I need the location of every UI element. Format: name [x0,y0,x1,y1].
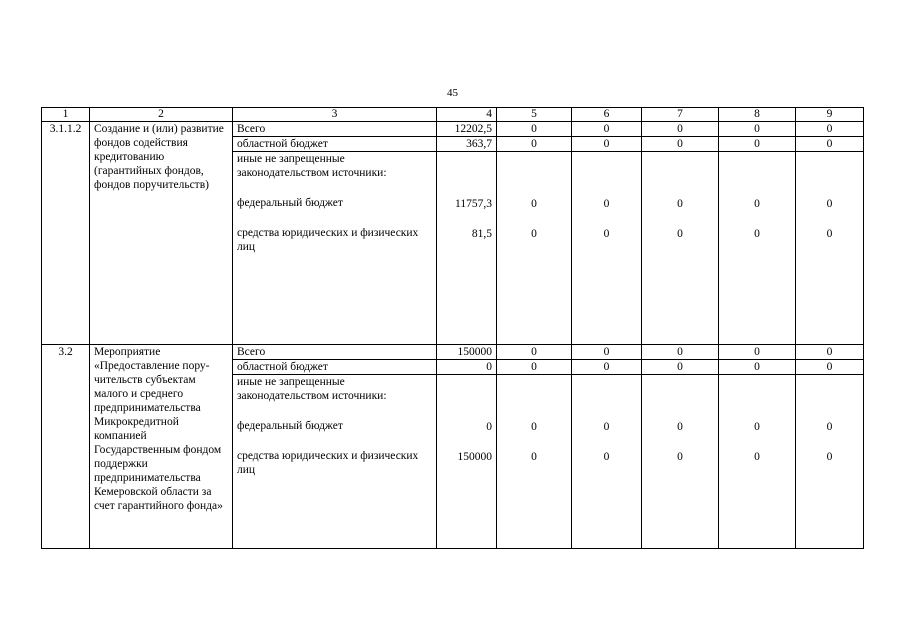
value-cell: 0 [719,137,796,152]
source-label: федеральный бюджет [237,197,343,209]
value-cell: 0 0 [796,375,864,549]
value-cell: 0 [497,345,572,360]
value-cell: 0 [642,137,719,152]
value-cell: 0 [642,122,719,137]
value-cell: 11757,3 81,5 [437,152,497,345]
page-number: 45 [447,87,458,99]
value-cell: 0 0 [497,152,572,345]
value-cell: 0 0 [796,152,864,345]
value-cell: 0 [796,122,864,137]
header-cell: 9 [796,108,864,122]
row-name: Мероприятие «Предоставление пору-чительств субъектам малого и среднего предпринимательства Микрокредитной компанией Государственным фондом поддержки предпринимательства Кемеровской области за счет гарантийного фонда» [90,345,233,549]
header-cell: 8 [719,108,796,122]
row-name: Создание и (или) развитие фондов содействия кредитованию (гарантийных фондов, фондов поручительств) [90,122,233,345]
other-sources-label: иные не запрещенные законодательством источники: [237,153,387,179]
header-cell: 5 [497,108,572,122]
source-cell [233,152,437,345]
value-cell: 12202,5 [437,122,497,137]
other-sources-label: иные не запрещенные законодательством источники: [237,376,387,402]
header-cell: 4 [437,108,497,122]
value-cell: 0 0 [572,375,642,549]
value-cell: 0 [642,360,719,375]
table-row [42,345,864,360]
value-cell: 0 0 [497,375,572,549]
value-cell: 0 0 [719,375,796,549]
source-label: федеральный бюджет [237,420,343,432]
source-label: областной бюджет [233,360,437,375]
source-cell [233,375,437,549]
source-label: областной бюджет [233,137,437,152]
value-cell: 0 [572,360,642,375]
value-cell: 363,7 [437,137,497,152]
header-cell: 6 [572,108,642,122]
value-cell: 0 0 [642,375,719,549]
header-cell: 2 [90,108,233,122]
value-cell: 150000 [437,345,497,360]
source-label: средства юридических и физических лиц [237,227,419,253]
budget-table [41,107,864,549]
value-cell: 0 [497,137,572,152]
value-cell: 0 [642,345,719,360]
header-cell: 3 [233,108,437,122]
row-code: 3.1.1.2 [42,122,90,345]
value-cell: 0 [437,360,497,375]
value-cell: 0 [572,122,642,137]
value-cell: 0 [497,360,572,375]
source-label: Всего [233,122,437,137]
value-cell: 0 150000 [437,375,497,549]
value-cell: 0 0 [572,152,642,345]
value-cell: 0 0 [719,152,796,345]
source-label: средства юридических и физических лиц [237,450,419,476]
value-cell: 0 [796,137,864,152]
source-label: Всего [233,345,437,360]
row-code: 3.2 [42,345,90,549]
value-cell: 0 [497,122,572,137]
value-cell: 0 [572,137,642,152]
value-cell: 0 [719,122,796,137]
header-row [42,108,864,122]
header-cell: 1 [42,108,90,122]
value-cell: 0 [719,360,796,375]
header-cell: 7 [642,108,719,122]
value-cell: 0 0 [642,152,719,345]
value-cell: 0 [796,360,864,375]
value-cell: 0 [572,345,642,360]
value-cell: 0 [796,345,864,360]
value-cell: 0 [719,345,796,360]
table-row [42,122,864,137]
